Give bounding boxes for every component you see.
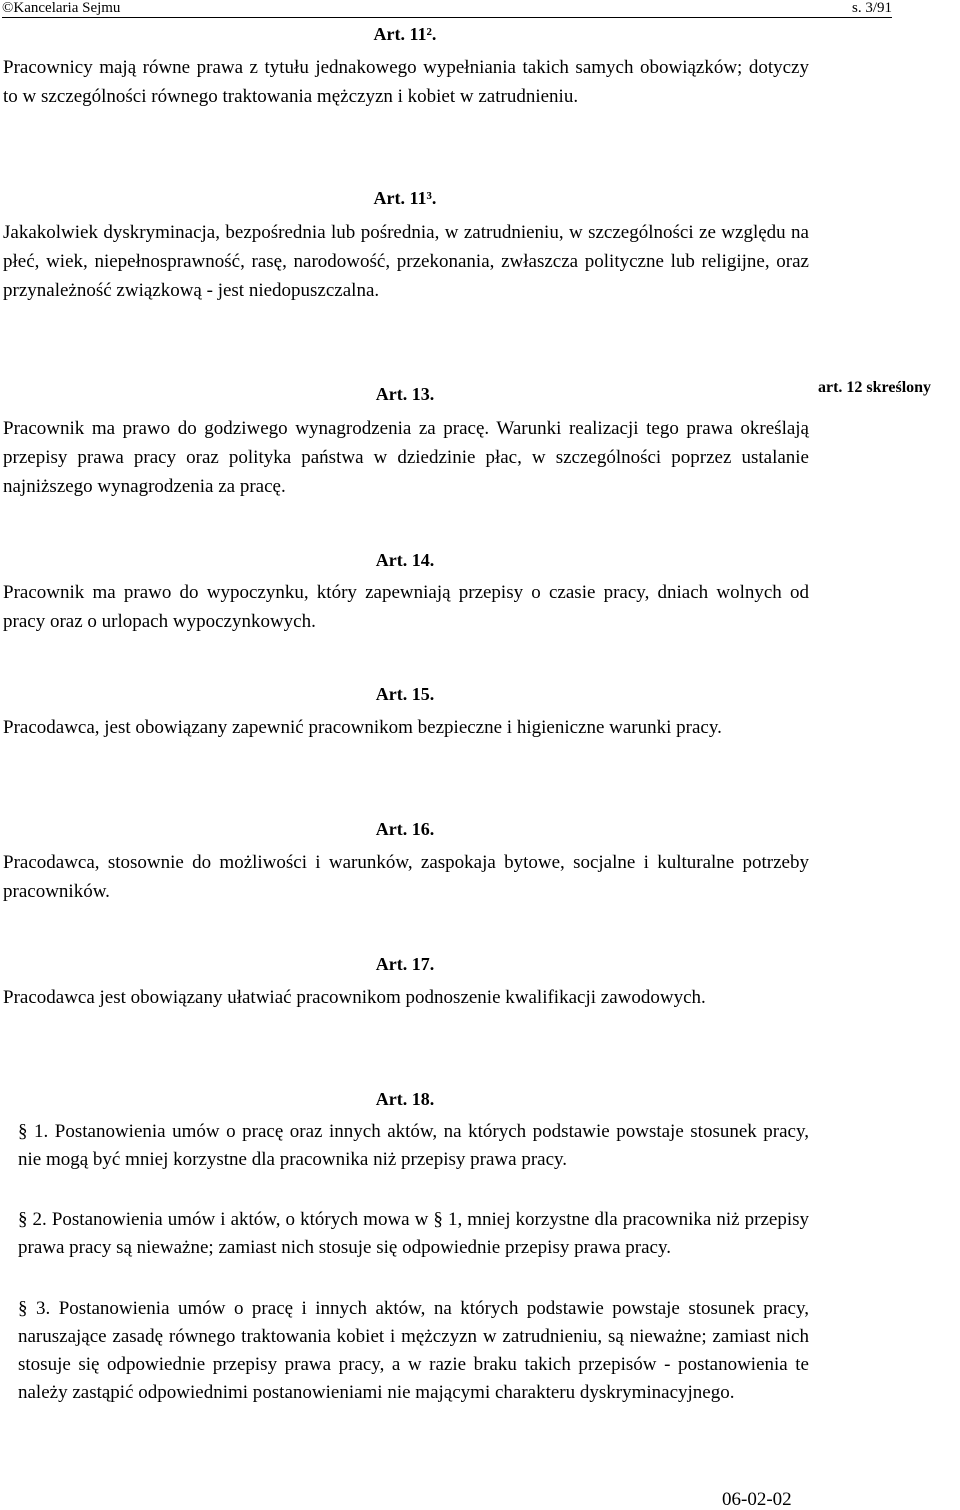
header-source: ©Kancelaria Sejmu [2,0,121,16]
margin-note: art. 12 skreślony [818,379,932,396]
article-heading: Art. 17. [375,954,435,974]
article-heading: Art. 14. [375,550,435,570]
article-heading: Art. 11³. [373,188,437,208]
article-heading: Art. 13. [375,384,435,404]
document-date-footer: 06-02-02 [722,1489,792,1510]
section-text: Postanowienia umów o pracę i innych aktów, na których podstawie powstaje stosunek pracy, naruszające zasadę równego traktowania kobiet i mężczyzn w zatrudnieniu, są nieważne; zamiast nich stosuje się odpowiednie przepisy prawa pracy, a w razie braku takich przepisów - postanowienia te należy zastąpić odpowiednimi postanowieniami nie mającymi charakteru dyskryminacyjnego. [18,1298,809,1403]
article-section [18,1295,809,1407]
section-label: § 1. [18,1121,55,1142]
article-section [18,1206,809,1262]
article-text: Pracownicy mają równe prawa z tytułu jednakowego wypełniania takich samych obowiązków; dotyczy to w szczególności równego traktowania mężczyzn i kobiet w zatrudnieniu. [3,57,809,107]
header-page-number: s. 3/91 [851,0,892,16]
article-text: Pracodawca, stosownie do możliwości i warunków, zaspokaja bytowe, socjalne i kulturalne potrzeby pracowników. [3,852,809,902]
article-heading: Art. 11². [373,24,437,44]
article-heading: Art. 15. [375,684,435,704]
article-text: Pracodawca, jest obowiązany zapewnić pracownikom bezpieczne i higieniczne warunki pracy. [3,717,722,738]
article-text: Pracodawca jest obowiązany ułatwiać pracownikom podnoszenie kwalifikacji zawodowych. [3,987,706,1008]
article-text: Jakakolwiek dyskryminacja, bezpośrednia lub pośrednia, w zatrudnieniu, w szczególności ze względu na płeć, wiek, niepełnosprawność, rasę, narodowość, przekonania, zwłaszcza polityczne lub religijne, oraz przynależność związkową - jest niedopuszczalna. [3,222,809,301]
article-heading: Art. 18. [375,1089,435,1109]
article-text: Pracownik ma prawo do wypoczynku, który zapewniają przepisy o czasie pracy, dniach wolnych od pracy oraz o urlopach wypoczynkowych. [3,582,809,632]
section-label: § 2. [18,1209,52,1230]
section-label: § 3. [18,1298,59,1319]
article-section [18,1118,809,1174]
article-text: Pracownik ma prawo do godziwego wynagrodzenia za pracę. Warunki realizacji tego prawa określają przepisy prawa pracy oraz polityka państwa w dziedzinie płac, w szczególności poprzez ustalanie najniższego wynagrodzenia za pracę. [3,418,809,497]
page-header [2,0,892,18]
section-text: Postanowienia umów o pracę oraz innych aktów, na których podstawie powstaje stosunek pracy, nie mogą być mniej korzystne dla pracownika niż przepisy prawa pracy. [18,1121,810,1170]
section-text: Postanowienia umów i aktów, o których mowa w § 1, mniej korzystne dla pracownika niż przepisy prawa pracy są nieważne; zamiast nich stosuje się odpowiednie przepisy prawa pracy. [18,1209,810,1258]
article-heading: Art. 16. [375,819,435,839]
